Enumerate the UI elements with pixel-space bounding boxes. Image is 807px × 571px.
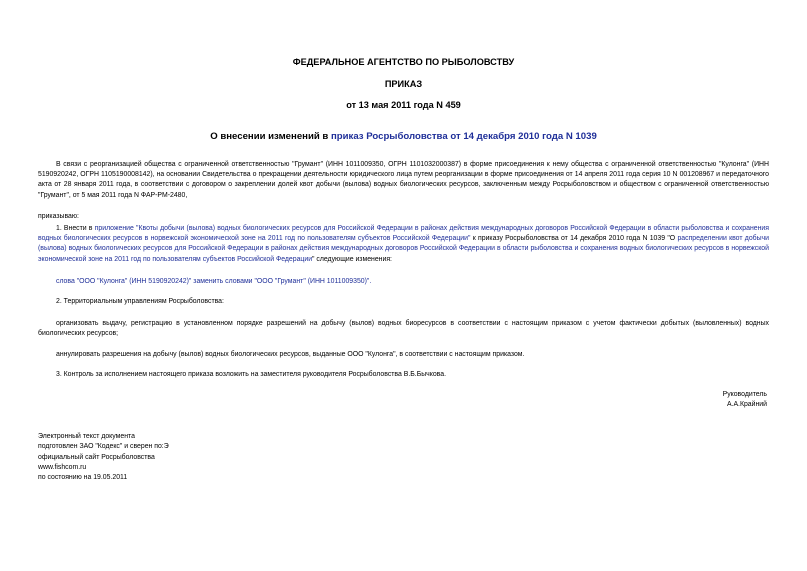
title-prefix: О внесении изменений в (210, 131, 331, 142)
item-2b-paragraph: аннулировать разрешения на добычу (вылов) водных биологических ресурсов, выданные ООО "Кулонга", в соответствии с настоящим приказом. (56, 351, 525, 358)
item-3-paragraph: 3. Контроль за исполнением настоящего приказа возложить на заместителя руководителя Росрыболовства В.Б.Бычкова. (56, 371, 447, 378)
footnote-line: официальный сайт Росрыболовства (38, 453, 155, 461)
document-title (0, 131, 807, 142)
item-1-paragraph (38, 224, 769, 265)
signature-role: Руководитель (722, 391, 767, 398)
item-1-end: " следующие изменения: (312, 255, 392, 263)
footnote-line: по состоянию на 19.05.2011 (38, 474, 128, 482)
intro-paragraph: В связи с реорганизацией общества с ограниченной ответственностью "Грумант" (ИНН 1011009350, ОГРН 1101032000387) в форме присоединения к нему общества с ограниченной ответственностью "Кулонга" (ИНН 5190920242, ОГРН 1105190008142), на основании Свидетельства о прекращении деятельности юридического лица путем реорганизации в форме присоединения от 14 апреля 2011 года серия 10 N 001208967 и передаточного акта от 28 января 2011 года, в соответствии с договором о закреплении долей квот добычи (вылова) водных биологических ресурсов, заключенным между Росрыболовством и обществом с ограниченной ответственностью "Грумант", от 5 мая 2011 года N ФАР-РМ-2480, (38, 161, 769, 199)
signature-name: А.А.Крайний (726, 401, 767, 409)
footnote-line: подготовлен ЗАО "Кодекс" и сверен по:Э (38, 443, 169, 451)
title-link[interactable]: приказ Росрыболовства от 14 декабря 2010 года N 1039 (330, 131, 597, 142)
item-1-mid: к приказу Росрыболовства от 14 декабря 2010 года N 1039 "О (470, 235, 678, 243)
replacement-paragraph: слова "ООО "Кулонга" (ИНН 5190920242)" заменить словами "ООО "Грумант" (ИНН 1011009350)". (56, 278, 372, 285)
order-word: приказываю: (38, 213, 79, 220)
order-1039-link[interactable]: распределении квот добычи (вылова) водных биологических ресурсов для Российской Федерации в районах действия международных договоров Российской Федерации в области рыболовства и сохранения водных биологических ресурсов в норвежской экономической зоне на 2011 год по пользователям субъектов Российской Федерации (38, 235, 769, 263)
agency-heading: ФЕДЕРАЛЬНОЕ АГЕНТСТВО ПО РЫБОЛОВСТВУ (292, 57, 515, 67)
item-2a-paragraph: организовать выдачу, регистрацию в установленном порядке разрешений на добычу (вылов) водных биоресурсов в соответствии с настоящим приказом с учетом фактически добытых (выловленных) водных биологических ресурсов; (38, 320, 769, 338)
footnote-line: Электронный текст документа (38, 433, 135, 440)
doc-type-heading: ПРИКАЗ (384, 79, 423, 89)
footnote-line: www.fishcom.ru (38, 463, 87, 471)
signature-block (723, 390, 767, 410)
footnote-block (38, 432, 169, 483)
item-2-paragraph: 2. Территориальным управлениям Росрыболовства: (56, 298, 224, 305)
date-number-heading: от 13 мая 2011 года N 459 (346, 100, 461, 110)
item-1-start: 1. Внести в (56, 225, 95, 232)
appendix-link[interactable]: приложение "Квоты добычи (вылова) водных биологических ресурсов для Российской Федерации в районах действия международных договоров Российской Федерации в области рыболовства и сохранения водных биологических ресурсов в норвежской экономической зоне на 2011 год по пользователям субъектов Российской Федерации" (38, 225, 769, 243)
